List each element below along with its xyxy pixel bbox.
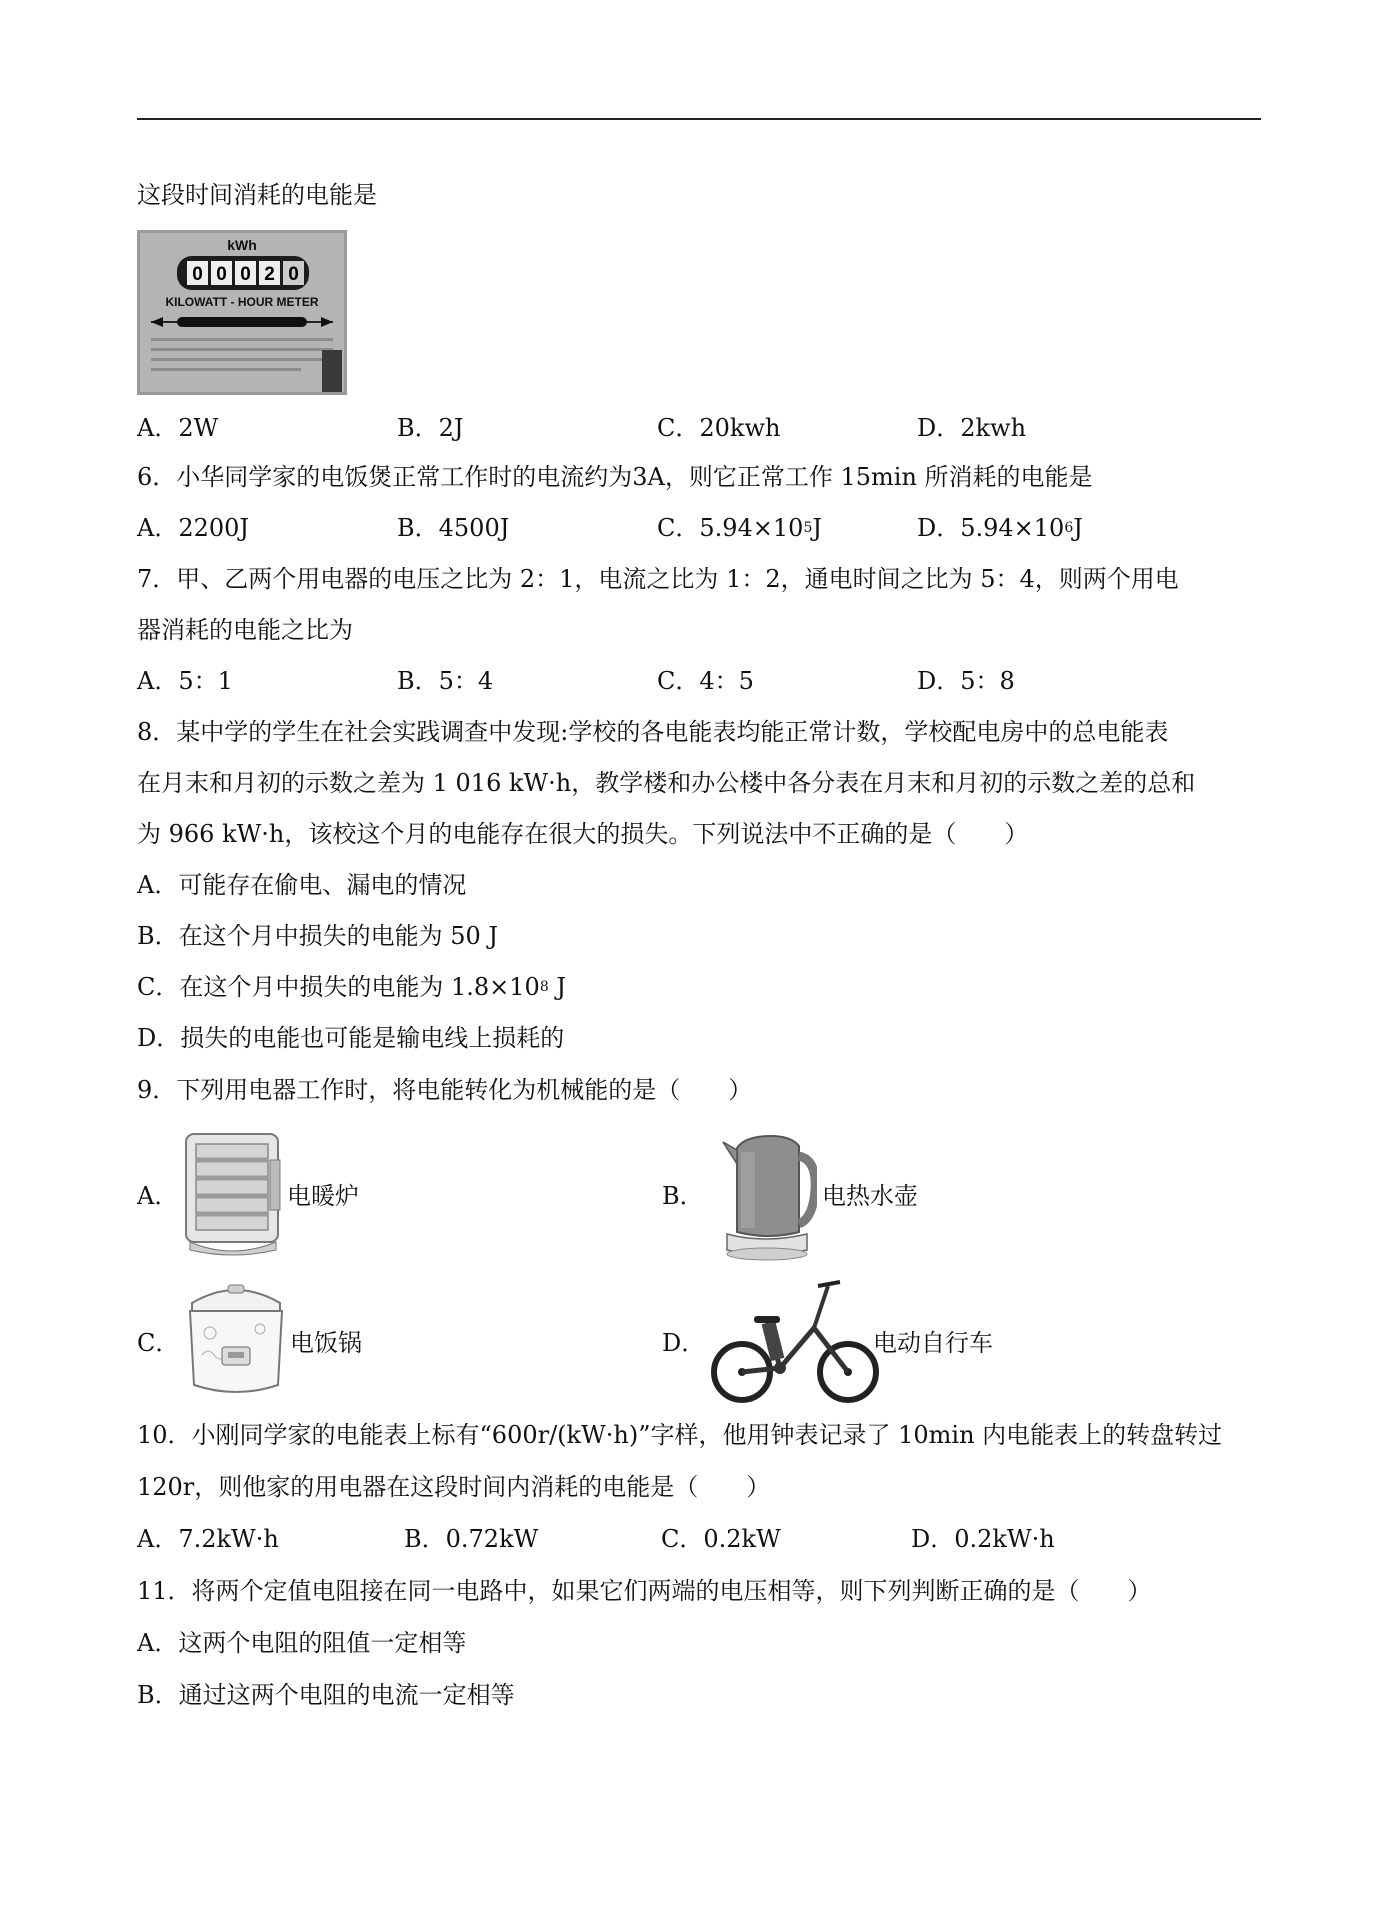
q10-stem-line2: 120r，则他家的用电器在这段时间内消耗的电能是（ ） [137, 1473, 771, 1501]
q6-option-d [917, 513, 1083, 543]
q8-option-c-exponent: 8 [539, 979, 549, 995]
heater-icon [182, 1130, 288, 1258]
meter-digit: 0 [288, 264, 299, 285]
meter-digit: 0 [240, 264, 251, 285]
q5-stem-tail: 这段时间消耗的电能是 [137, 181, 377, 209]
q6-option-d-exponent: 6 [1064, 520, 1074, 536]
header-rule [137, 118, 1261, 120]
q7-option-a: A．5：1 [137, 667, 233, 695]
q11-option-b: B．通过这两个电阻的电流一定相等 [137, 1681, 515, 1709]
q5-option-c: C．20kwh [657, 414, 781, 442]
q9-option-a-letter: A． [137, 1182, 179, 1210]
q6-option-c-exponent: 5 [803, 520, 813, 536]
q7-option-c: C．4：5 [657, 667, 754, 695]
q8-option-c [137, 972, 566, 1002]
q7-option-d: D．5：8 [917, 667, 1015, 695]
q5-option-d: D．2kwh [917, 414, 1027, 442]
q9-option-c-label: 电饭锅 [290, 1329, 362, 1357]
q6-option-c [657, 513, 822, 543]
q9-option-b-label: 电热水壶 [822, 1182, 918, 1210]
q9-stem: 9．下列用电器工作时，将电能转化为机械能的是（ ） [137, 1076, 753, 1104]
q7-option-b: B．5：4 [397, 667, 494, 695]
q10-option-b: B．0.72kW [404, 1525, 539, 1553]
q5-option-a: A．2W [137, 414, 219, 442]
q10-option-c: C．0.2kW [661, 1525, 781, 1553]
q11-stem: 11．将两个定值电阻接在同一电路中，如果它们两端的电压相等，则下列判断正确的是（ ） [137, 1577, 1152, 1605]
q6-option-b: B．4500J [397, 514, 510, 542]
q10-option-a: A．7.2kW·h [137, 1525, 279, 1553]
q8-stem-line3: 为 966 kW·h，该校这个月的电能存在很大的损失。下列说法中不正确的是（ ） [137, 820, 1029, 848]
q8-stem-line1: 8．某中学的学生在社会实践调查中发现:学校的各电能表均能正常计数，学校配电房中的总电能表 [137, 718, 1169, 746]
q6-stem: 6．小华同学家的电饭煲正常工作时的电流约为3A，则它正常工作 15min 所消耗的电能是 [137, 463, 1093, 491]
meter-digit: 0 [216, 264, 227, 285]
meter-caption: KILOWATT - HOUR METER [165, 295, 319, 309]
q8-option-d: D．损失的电能也可能是输电线上损耗的 [137, 1024, 565, 1052]
q11-option-a: A．这两个电阻的阻值一定相等 [137, 1629, 467, 1657]
q8-option-c-prefix: C．在这个月中损失的电能为 1.8×10 [137, 973, 540, 1001]
q5-option-b: B．2J [397, 414, 464, 442]
q8-option-a: A．可能存在偷电、漏电的情况 [137, 871, 467, 899]
q9-option-d-label: 电动自行车 [873, 1329, 993, 1357]
q7-stem-line2: 器消耗的电能之比为 [137, 616, 353, 644]
meter-digit: 2 [264, 264, 275, 285]
q10-stem-line1: 10．小刚同学家的电能表上标有“600r/(kW·h)”字样，他用钟表记录了 10min 内电能表上的转盘转过 [137, 1421, 1223, 1449]
kettle-icon [715, 1128, 817, 1264]
q6-option-a: A．2200J [137, 514, 250, 542]
e-bike-icon [710, 1278, 880, 1404]
q9-option-a-label: 电暖炉 [287, 1182, 359, 1210]
q6-option-d-prefix: D．5.94×10 [917, 514, 1065, 542]
q10-option-d: D．0.2kW·h [911, 1525, 1055, 1553]
rice-cooker-icon [182, 1281, 290, 1399]
q7-stem-line1: 7．甲、乙两个用电器的电压之比为 2：1，电流之比为 1：2，通电时间之比为 5：4，则两个用电 [137, 565, 1179, 593]
meter-digit: 0 [192, 264, 203, 285]
q8-option-c-unit: J [548, 973, 566, 1001]
q6-option-d-unit: J [1073, 514, 1083, 542]
q6-option-c-prefix: C．5.94×10 [657, 514, 804, 542]
meter-unit: kWh [227, 237, 257, 253]
q6-option-c-unit: J [812, 514, 822, 542]
q9-option-b-letter: B． [662, 1182, 704, 1210]
q8-stem-line2: 在月末和月初的示数之差为 1 016 kW·h，教学楼和办公楼中各分表在月末和月初的示数之差的总和 [137, 769, 1196, 797]
kwh-meter-image [137, 230, 347, 395]
q8-option-b: B．在这个月中损失的电能为 50 J [137, 922, 499, 950]
q9-option-c-letter: C． [137, 1329, 180, 1357]
q9-option-d-letter: D． [662, 1329, 706, 1357]
